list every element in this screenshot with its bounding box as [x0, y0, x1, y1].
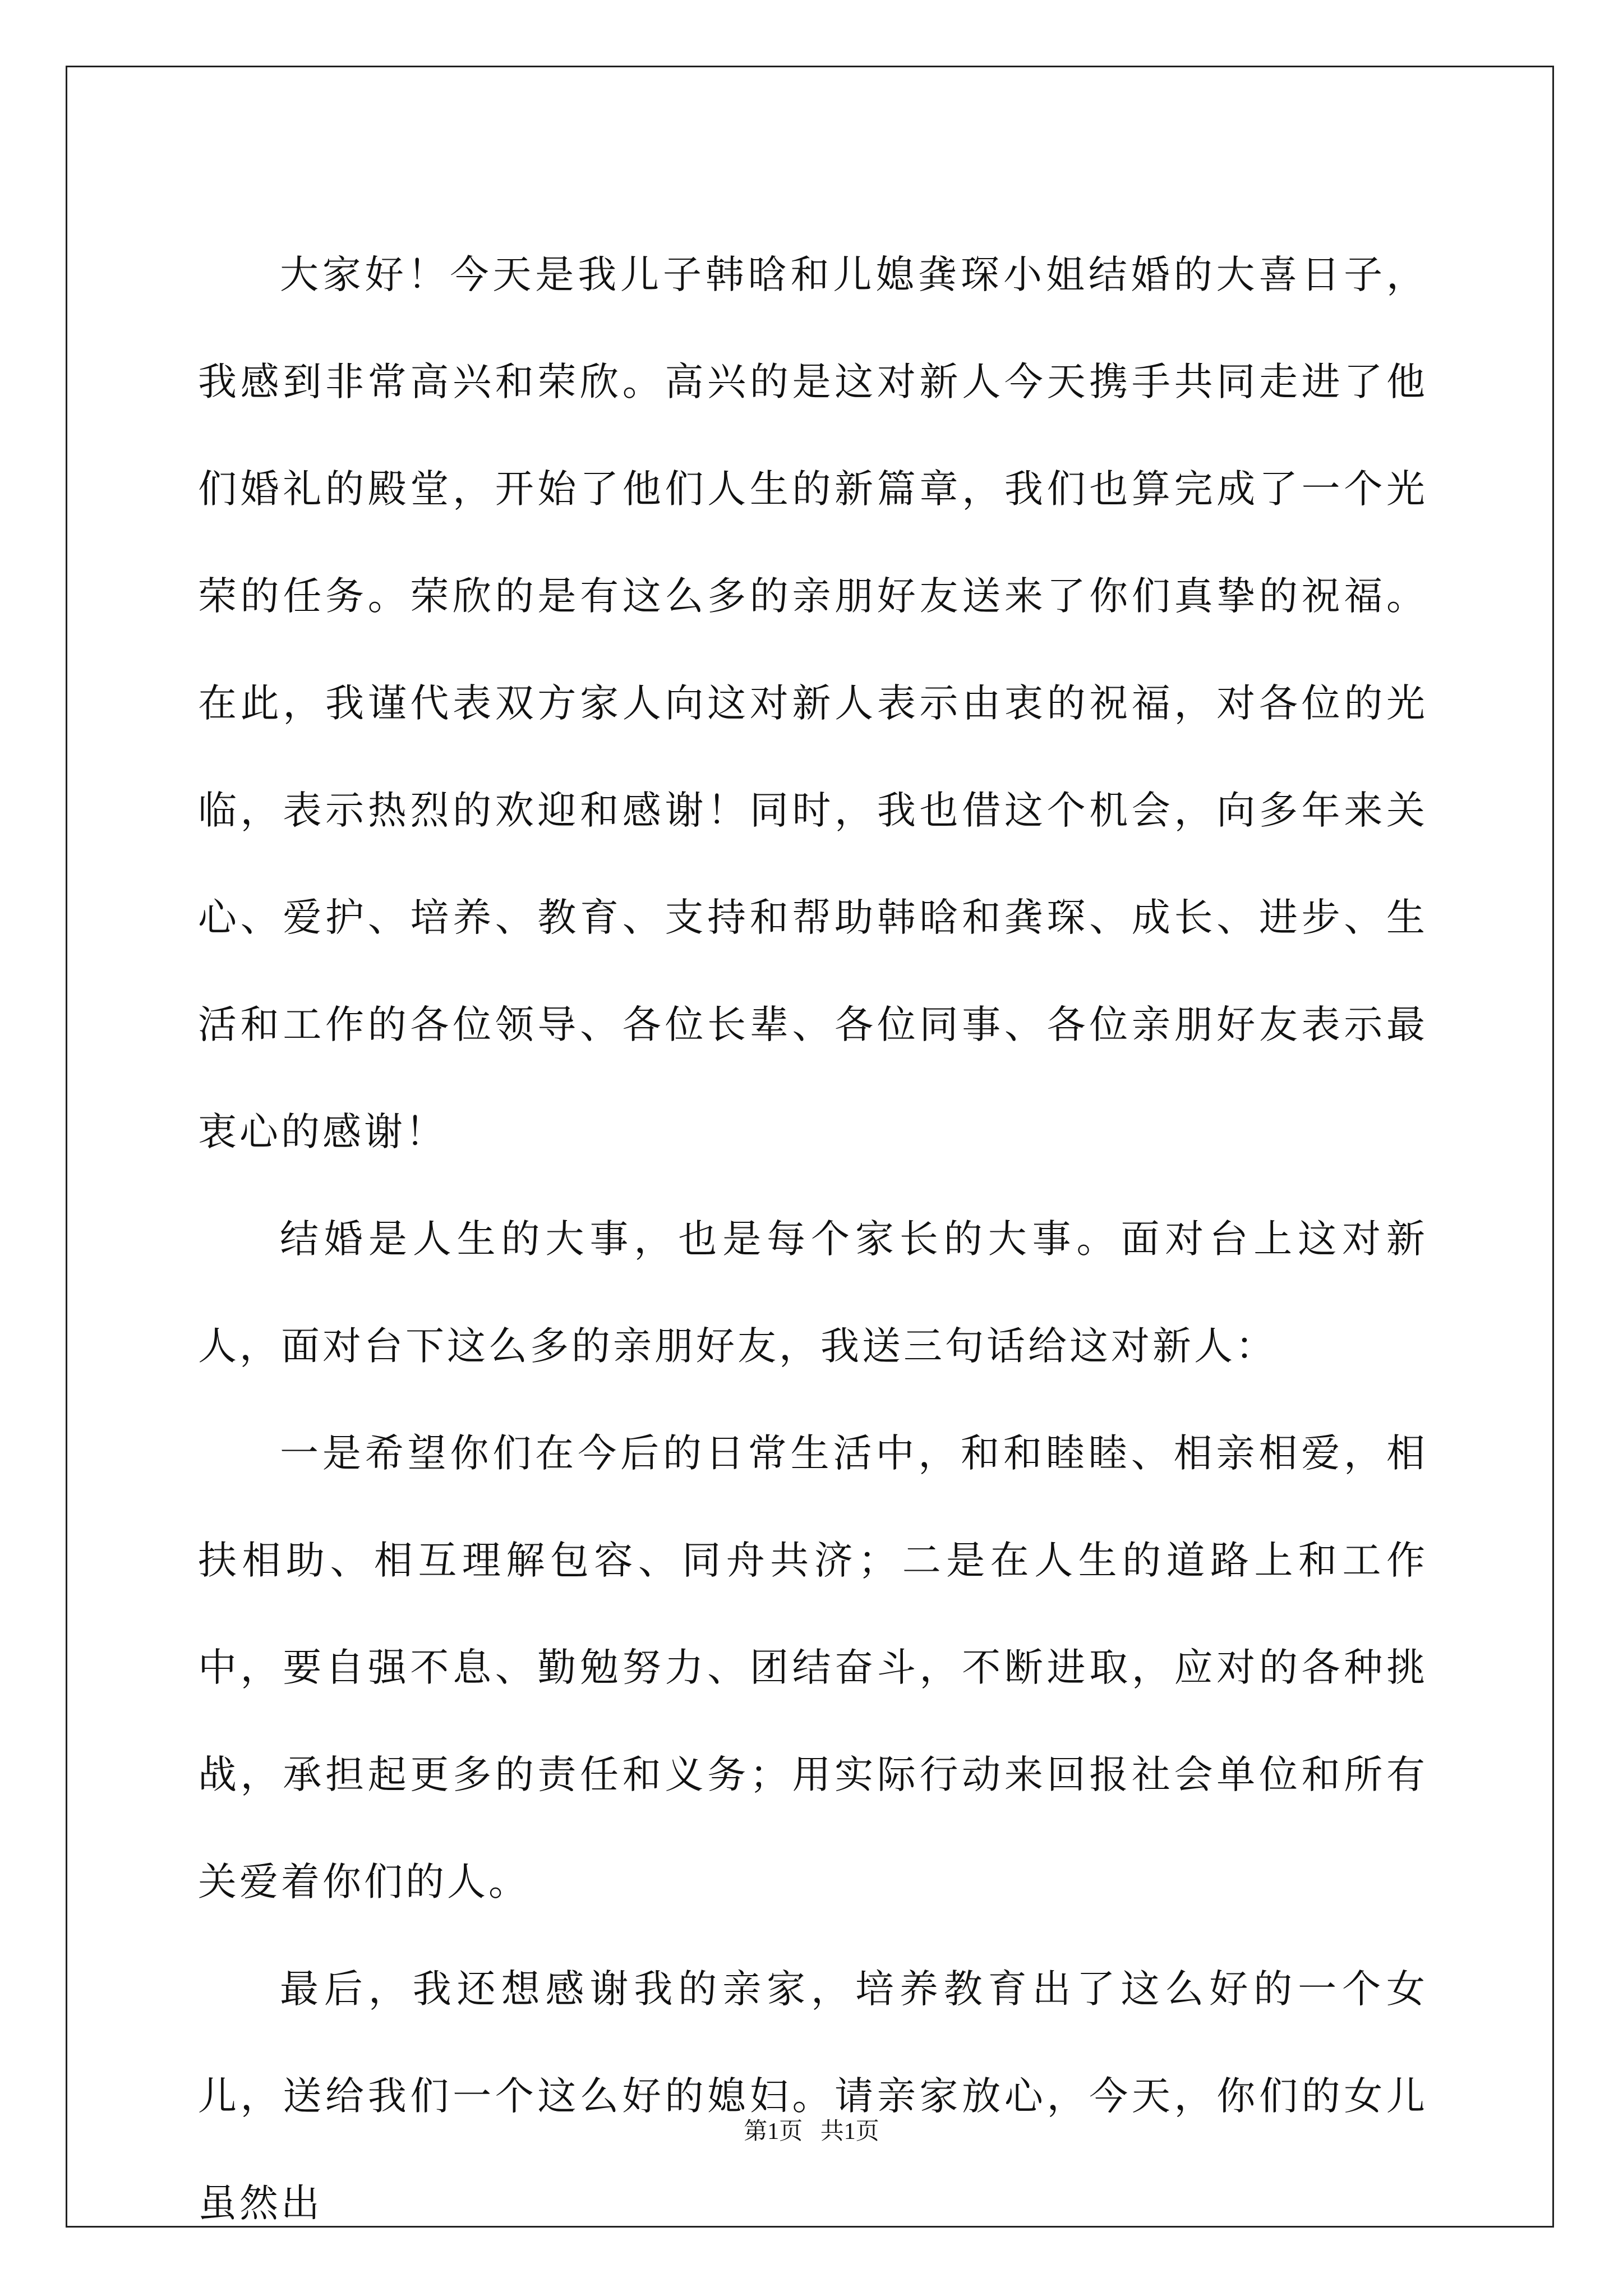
page-footer: [0, 2113, 1623, 2146]
page-total: 共1页: [820, 2119, 879, 2145]
paragraph-closing: 最后，我还想感谢我的亲家，培养教育出了这么好的一个女儿，送给我们一个这么好的媳妇。请亲家放心，今天，你们的女儿虽然出: [198, 1967, 1428, 2226]
paragraph-wishes: 一是希望你们在今后的日常生活中，和和睦睦、相亲相爱，相扶相助、相互理解包容、同舟共济；二是在人生的道路上和工作中，要自强不息、勤勉努力、团结奋斗，不断进取，应对的各种挑战，承担起更多的责任和义务；用实际行动来回报社会单位和所有关爱着你们的人。: [198, 1431, 1428, 1904]
paragraph-greeting: 大家好！今天是我儿子韩晗和儿媳龚琛小姐结婚的大喜日子，我感到非常高兴和荣欣。高兴的是这对新人今天携手共同走进了他们婚礼的殿堂，开始了他们人生的新篇章，我们也算完成了一个光荣的任务。荣欣的是有这么多的亲朋好友送来了你们真挚的祝福。在此，我谨代表双方家人向这对新人表示由衷的祝福，对各位的光临，表示热烈的欢迎和感谢！同时，我也借这个机会，向多年来关心、爱护、培养、教育、支持和帮助韩晗和龚琛、成长、进步、生活和工作的各位领导、各位长辈、各位同事、各位亲朋好友表示最衷心的感谢！: [198, 252, 1428, 1154]
document-body: [198, 222, 1428, 2257]
page-number: 第1页: [744, 2119, 803, 2145]
paragraph-marriage: 结婚是人生的大事，也是每个家长的大事。面对台上这对新人，面对台下这么多的亲朋好友，我送三句话给这对新人：: [198, 1217, 1428, 1369]
